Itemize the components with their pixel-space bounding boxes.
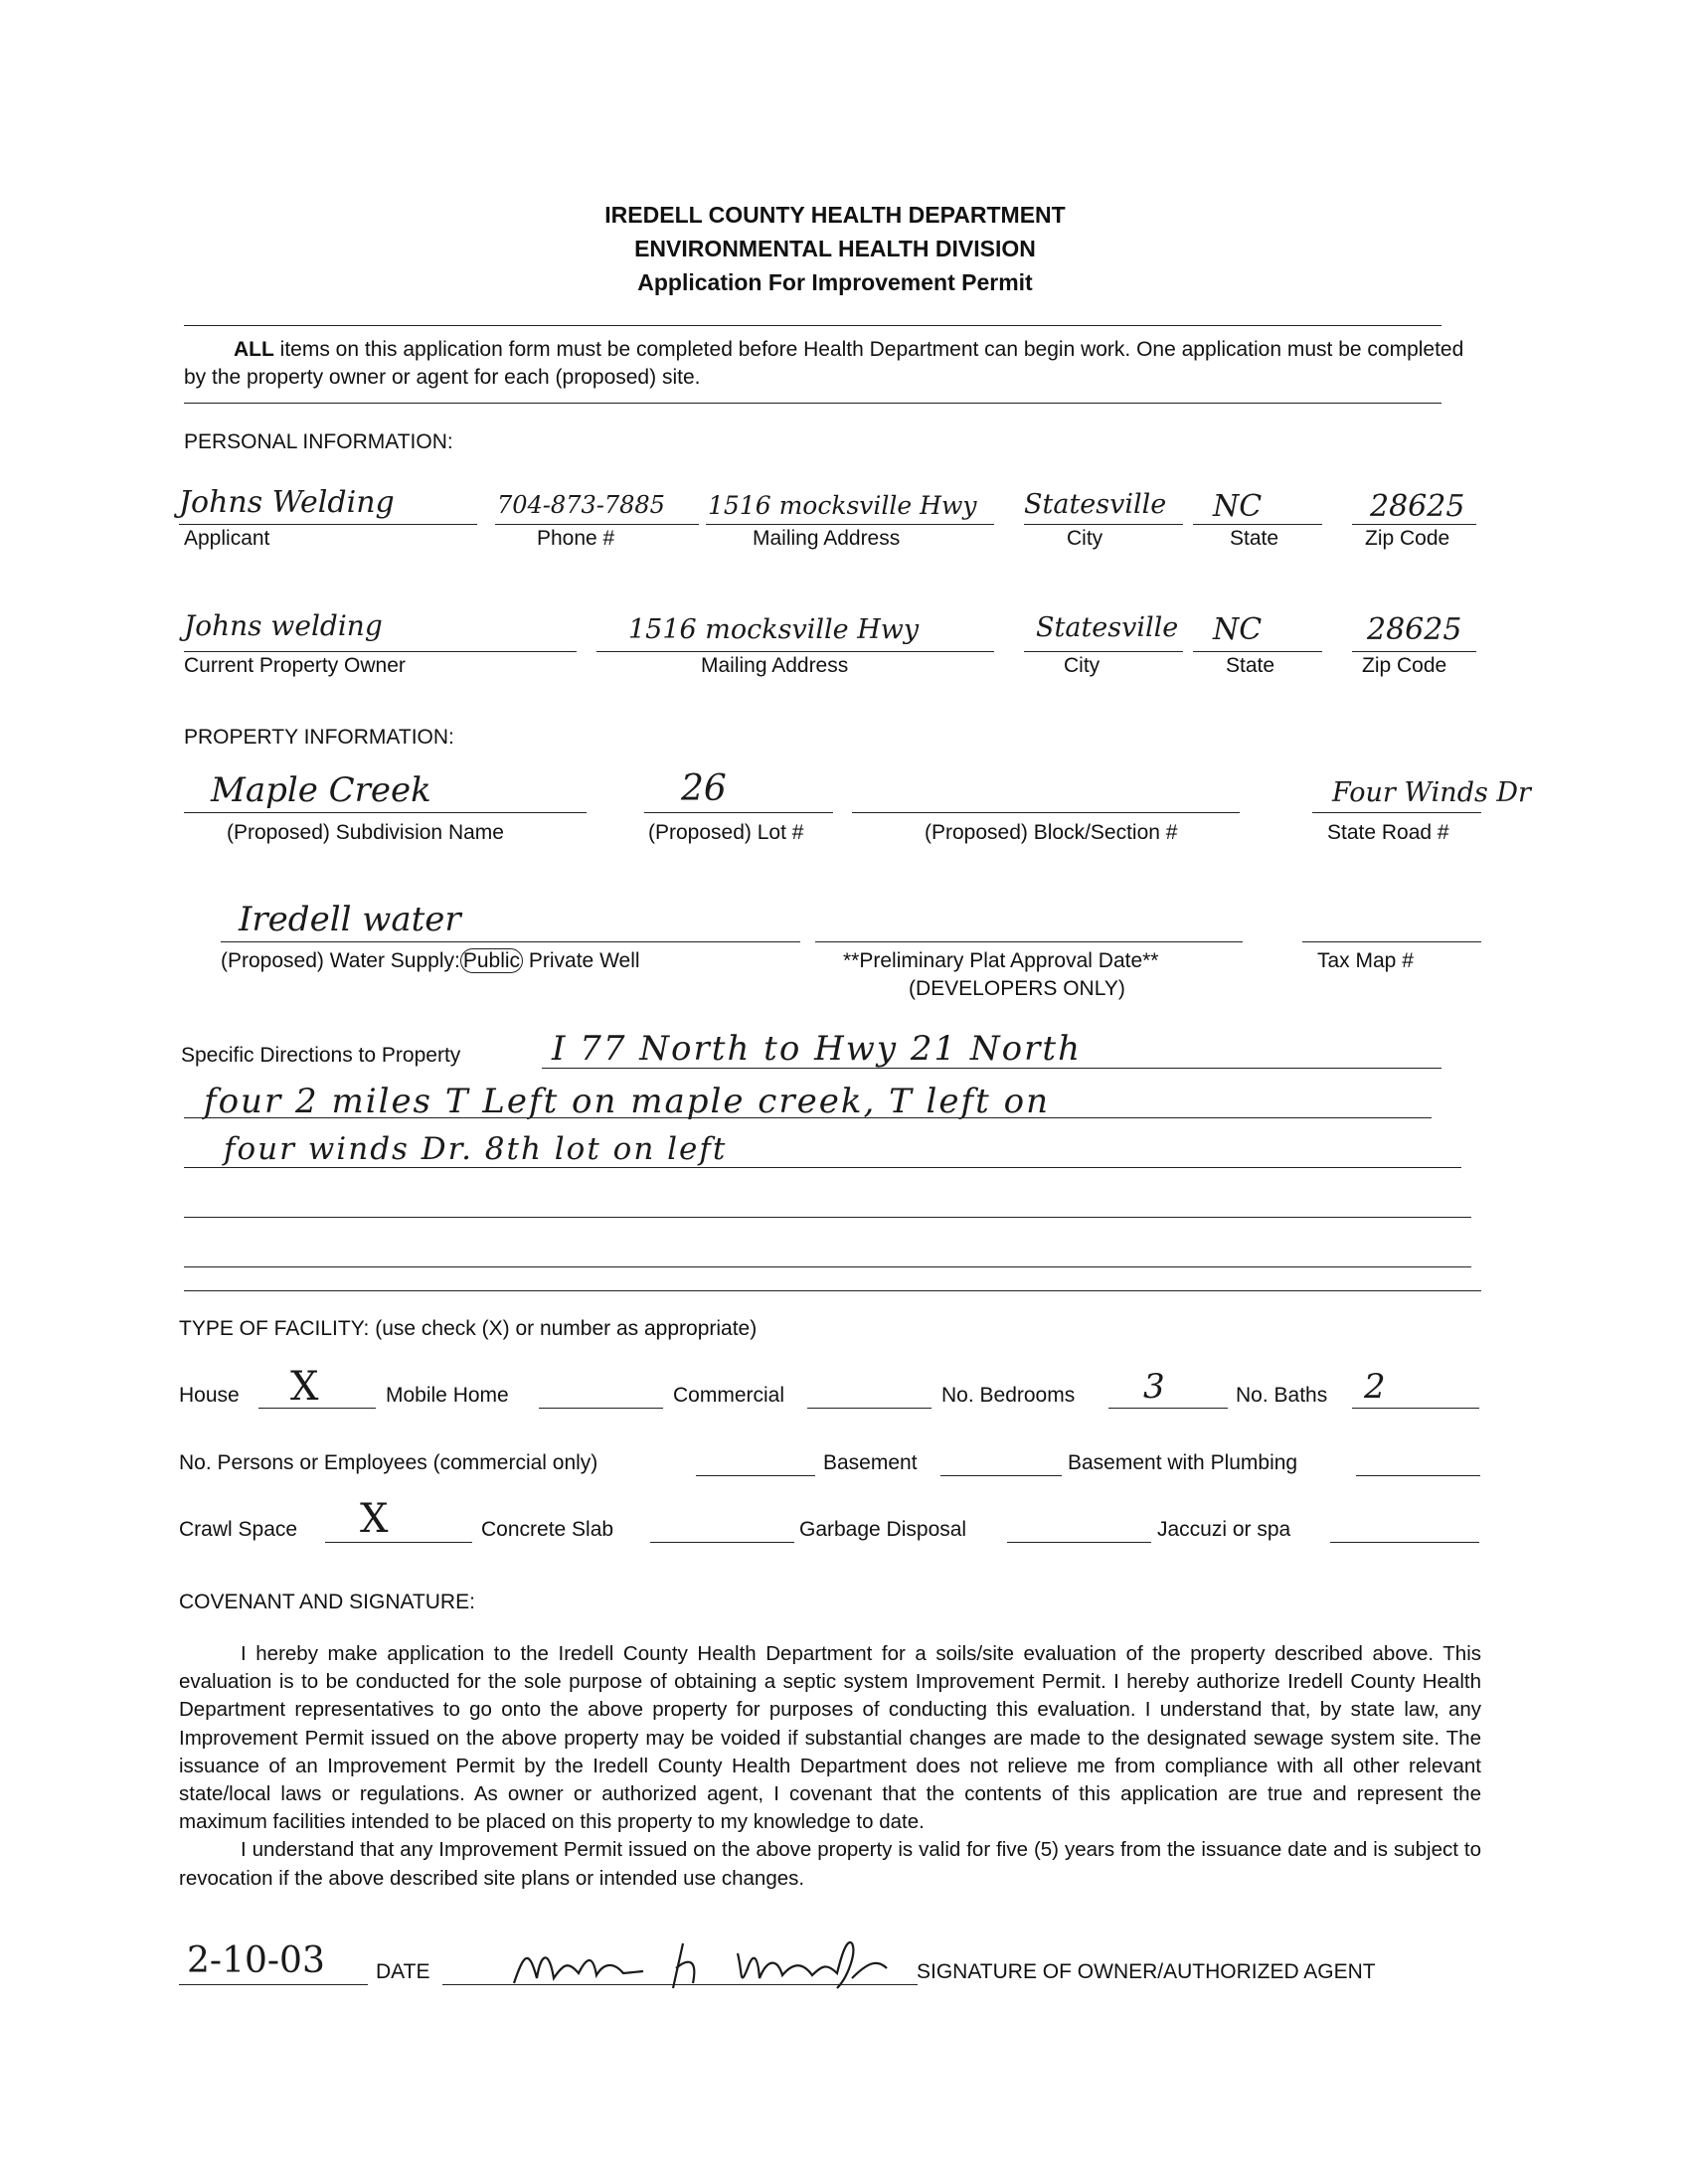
owner-name-line [184, 651, 577, 652]
owner-zip-line [1352, 651, 1476, 652]
applicant-city-value: Statesville [1024, 489, 1167, 520]
date-label: DATE [376, 1960, 430, 1983]
header-line-1: IREDELL COUNTY HEALTH DEPARTMENT [604, 202, 1066, 228]
basement-label: Basement [823, 1451, 918, 1474]
intro-rule [184, 403, 1441, 404]
applicant-address-line [706, 524, 994, 525]
subdivision-label: (Proposed) Subdivision Name [227, 821, 504, 844]
directions-line-2-text: four 2 miles T Left on maple creek, T left on [204, 1082, 1050, 1121]
signature-image [509, 1933, 956, 2002]
applicant-address-value: 1516 mocksville Hwy [708, 491, 977, 520]
directions-line-1-text: I 77 North to Hwy 21 North [552, 1029, 1082, 1069]
water-supply-label: (Proposed) Water Supply: Public Private Well [221, 949, 640, 972]
directions-line-4 [184, 1217, 1471, 1218]
mobile-home-label: Mobile Home [386, 1384, 509, 1407]
date-line [179, 1984, 368, 1985]
owner-address-value: 1516 mocksville Hwy [628, 614, 920, 645]
covenant-text [179, 1640, 1481, 1893]
commercial-label: Commercial [673, 1384, 785, 1407]
applicant-phone-value: 704-873-7885 [497, 491, 665, 519]
jaccuzi-label: Jaccuzi or spa [1157, 1518, 1291, 1541]
date-value: 2-10-03 [187, 1940, 325, 1981]
property-heading: PROPERTY INFORMATION: [184, 726, 454, 749]
owner-address-line [596, 651, 994, 652]
water-supply-value: Iredell water [239, 900, 461, 939]
plat-date-label: **Preliminary Plat Approval Date** [843, 949, 1159, 972]
applicant-zip-label: Zip Code [1365, 527, 1450, 550]
lot-value: 26 [681, 768, 727, 809]
basement-plumbing-line [1356, 1475, 1480, 1476]
persons-line [696, 1475, 815, 1476]
crawl-space-line [325, 1542, 472, 1543]
state-road-value: Four Winds Dr [1332, 777, 1531, 808]
phone-label: Phone # [537, 527, 615, 550]
owner-address-label: Mailing Address [701, 654, 849, 677]
header-line-3: Application For Improvement Permit [637, 269, 1033, 295]
owner-state-line [1193, 651, 1322, 652]
basement-line [940, 1475, 1062, 1476]
covenant-heading: COVENANT AND SIGNATURE: [179, 1591, 475, 1613]
crawl-space-label: Crawl Space [179, 1518, 298, 1541]
tax-map-line [1302, 941, 1481, 942]
baths-value: 2 [1364, 1367, 1386, 1407]
crawl-space-value: X [360, 1496, 389, 1542]
block-line [852, 812, 1240, 813]
block-label: (Proposed) Block/Section # [925, 821, 1178, 844]
garbage-disposal-label: Garbage Disposal [799, 1518, 967, 1541]
applicant-zip-value: 28625 [1370, 489, 1465, 524]
subdivision-line [184, 812, 587, 813]
baths-label: No. Baths [1236, 1384, 1328, 1407]
baths-line [1352, 1408, 1479, 1409]
applicant-address-label: Mailing Address [753, 527, 901, 550]
jaccuzi-line [1330, 1542, 1479, 1543]
owner-state-label: State [1226, 654, 1275, 677]
owner-label: Current Property Owner [184, 654, 406, 677]
directions-line-3 [184, 1167, 1461, 1168]
directions-line-5 [184, 1266, 1471, 1267]
signature-scribble [509, 1933, 956, 1993]
concrete-slab-line [650, 1542, 794, 1543]
developers-only-label: (DEVELOPERS ONLY) [909, 977, 1125, 1000]
tax-map-label: Tax Map # [1317, 949, 1414, 972]
mobile-home-line [539, 1408, 663, 1409]
owner-city-value: Statesville [1036, 612, 1179, 643]
directions-line-1 [542, 1068, 1441, 1069]
owner-city-label: City [1064, 654, 1101, 677]
covenant-paragraph-1: I hereby make application to the Iredell County Health Department for a soils/site evaluation of the property described above. This evaluation is to be conducted for the sole purpose of obtaining a septic system Improvement Permit. I hereby authorize Iredell County Health Department representatives to go onto the above property for purposes of conducting this evaluation. I understand that, by state law, any Improvement Permit issued on the above property may be voided if substantial changes are made to the designated sewage system site. The issuance of an Improvement Permit by the Iredell County Health Department does not relieve me from compliance with all other relevant state/local laws or regulations. As owner or authorized agent, I covenant that the contents of this application are true and represent the maximum facilities intended to be placed on this property to my knowledge to date. [179, 1642, 1481, 1834]
applicant-state-line [1193, 524, 1322, 525]
applicant-label: Applicant [184, 527, 270, 550]
personal-heading: PERSONAL INFORMATION: [184, 430, 453, 453]
applicant-state-label: State [1230, 527, 1279, 550]
persons-label: No. Persons or Employees (commercial only) [179, 1451, 598, 1474]
owner-zip-label: Zip Code [1362, 654, 1447, 677]
intro-text: ALL items on this application form must be completed before Health Department can begin work. One application must be completed by the property owner or agent for each (proposed) site. [184, 338, 1464, 389]
water-supply-line [221, 941, 800, 942]
bedrooms-label: No. Bedrooms [941, 1384, 1076, 1407]
applicant-city-line [1024, 524, 1183, 525]
applicant-state-value: NC [1213, 489, 1263, 524]
header-line-2: ENVIRONMENTAL HEALTH DIVISION [634, 236, 1036, 261]
bedrooms-value: 3 [1143, 1367, 1165, 1407]
signature-label: SIGNATURE OF OWNER/AUTHORIZED AGENT [917, 1960, 1376, 1983]
directions-line-6 [184, 1290, 1481, 1291]
header-rule [184, 325, 1441, 326]
bedrooms-line [1108, 1408, 1228, 1409]
garbage-disposal-line [1007, 1542, 1151, 1543]
owner-zip-value: 28625 [1367, 612, 1462, 647]
lot-line [644, 812, 833, 813]
directions-line-3-text: four winds Dr. 8th lot on left [224, 1131, 728, 1167]
applicant-name-value: Johns Welding [179, 485, 395, 520]
house-label: House [179, 1384, 240, 1407]
state-road-label: State Road # [1327, 821, 1449, 844]
house-value: X [290, 1364, 319, 1410]
facility-heading: TYPE OF FACILITY: (use check (X) or number as appropriate) [179, 1317, 758, 1340]
commercial-line [807, 1408, 932, 1409]
basement-plumbing-label: Basement with Plumbing [1068, 1451, 1298, 1474]
applicant-phone-line [495, 524, 699, 525]
applicant-name-line [179, 524, 477, 525]
applicant-zip-line [1352, 524, 1476, 525]
covenant-paragraph-2: I understand that any Improvement Permit issued on the above property is valid for five (5) years from the issuance date and is subject to revocation if the above described site plans or intended use changes. [179, 1838, 1481, 1890]
owner-state-value: NC [1213, 612, 1263, 647]
water-public-option: Public [460, 948, 523, 973]
subdivision-value: Maple Creek [211, 770, 431, 810]
applicant-city-label: City [1067, 527, 1103, 550]
owner-name-value: Johns welding [184, 609, 383, 642]
owner-city-line [1024, 651, 1183, 652]
directions-line-2 [184, 1117, 1432, 1118]
state-road-line [1312, 812, 1481, 813]
lot-label: (Proposed) Lot # [648, 821, 804, 844]
plat-date-line [815, 941, 1243, 942]
concrete-slab-label: Concrete Slab [481, 1518, 614, 1541]
directions-label: Specific Directions to Property [181, 1044, 461, 1067]
